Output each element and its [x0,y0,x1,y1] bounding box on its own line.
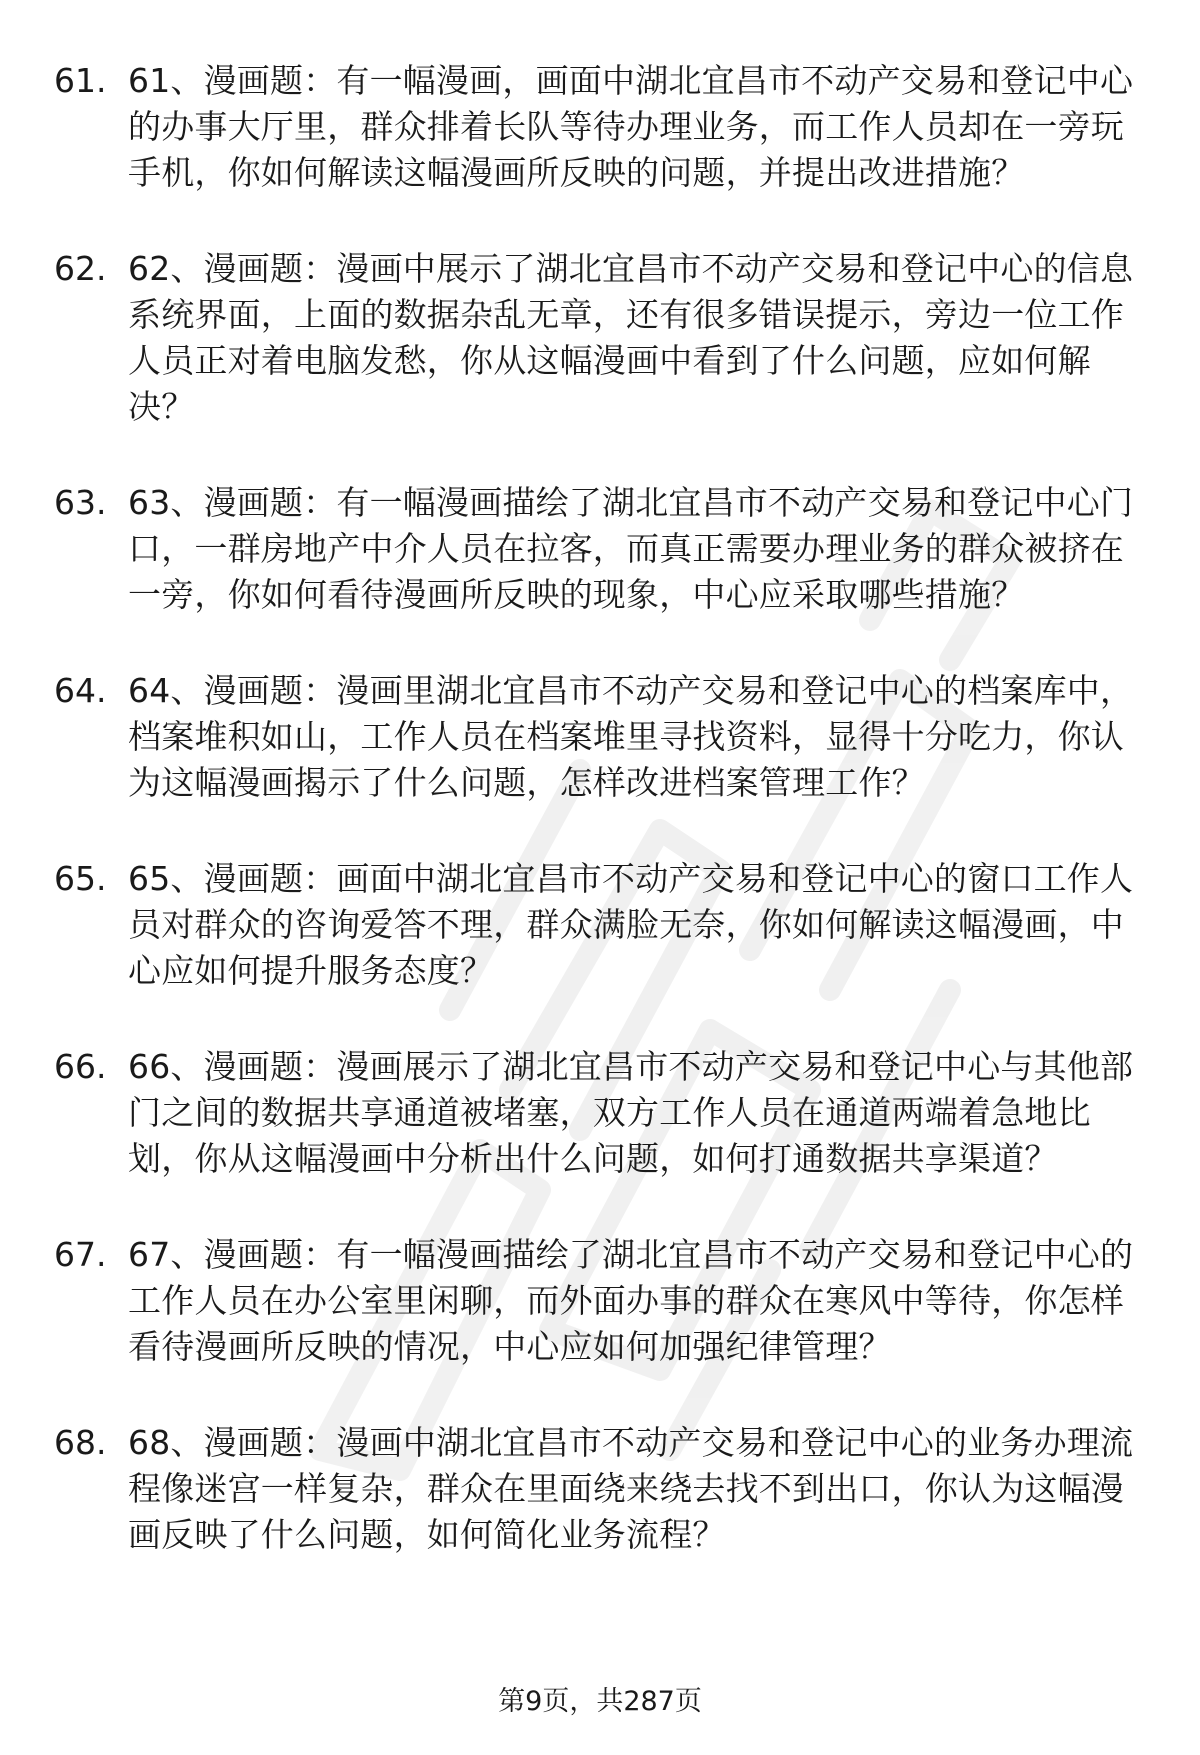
question-text: 63、漫画题：有一幅漫画描绘了湖北宜昌市不动产交易和登记中心门口，一群房地产中介人员在拉客，而真正需要办理业务的群众被挤在一旁，你如何看待漫画所反映的现象，中心应采取哪些措施？ [128,483,1134,614]
question-number: 68. [54,1423,107,1462]
list-item [54,668,1154,806]
question-text: 65、漫画题：画面中湖北宜昌市不动产交易和登记中心的窗口工作人员对群众的咨询爱答不理，群众满脸无奈，你如何解读这幅漫画，中心应如何提升服务态度？ [128,859,1134,990]
list-item [54,58,1154,196]
question-text: 61、漫画题：有一幅漫画，画面中湖北宜昌市不动产交易和登记中心的办事大厅里，群众排着长队等待办理业务，而工作人员却在一旁玩手机，你如何解读这幅漫画所反映的问题，并提出改进措施？ [128,61,1134,192]
question-number: 62. [54,249,107,288]
list-item [54,1044,1154,1182]
page-footer: 第9页，共287页 [498,1686,702,1717]
list-item [54,856,1154,994]
question-text: 62、漫画题：漫画中展示了湖北宜昌市不动产交易和登记中心的信息系统界面，上面的数据杂乱无章，还有很多错误提示，旁边一位工作人员正对着电脑发愁，你从这幅漫画中看到了什么问题，应如何解决？ [128,249,1134,426]
question-number: 64. [54,671,107,710]
question-text: 67、漫画题：有一幅漫画描绘了湖北宜昌市不动产交易和登记中心的工作人员在办公室里闲聊，而外面办事的群众在寒风中等待，你怎样看待漫画所反映的情况，中心应如何加强纪律管理？ [128,1235,1134,1366]
question-number: 66. [54,1047,107,1086]
list-item [54,1420,1154,1558]
list-item [54,246,1154,430]
question-list [54,58,1154,1608]
question-number: 61. [54,61,107,100]
question-number: 63. [54,483,107,522]
list-item [54,480,1154,618]
question-number: 67. [54,1235,107,1274]
question-text: 66、漫画题：漫画展示了湖北宜昌市不动产交易和登记中心与其他部门之间的数据共享通道被堵塞，双方工作人员在通道两端着急地比划，你从这幅漫画中分析出什么问题，如何打通数据共享渠道？ [128,1047,1134,1178]
question-text: 68、漫画题：漫画中湖北宜昌市不动产交易和登记中心的业务办理流程像迷宫一样复杂，群众在里面绕来绕去找不到出口，你认为这幅漫画反映了什么问题，如何简化业务流程？ [128,1423,1134,1554]
question-number: 65. [54,859,107,898]
question-text: 64、漫画题：漫画里湖北宜昌市不动产交易和登记中心的档案库中，档案堆积如山，工作人员在档案堆里寻找资料，显得十分吃力，你认为这幅漫画揭示了什么问题，怎样改进档案管理工作？ [128,671,1134,802]
list-item [54,1232,1154,1370]
